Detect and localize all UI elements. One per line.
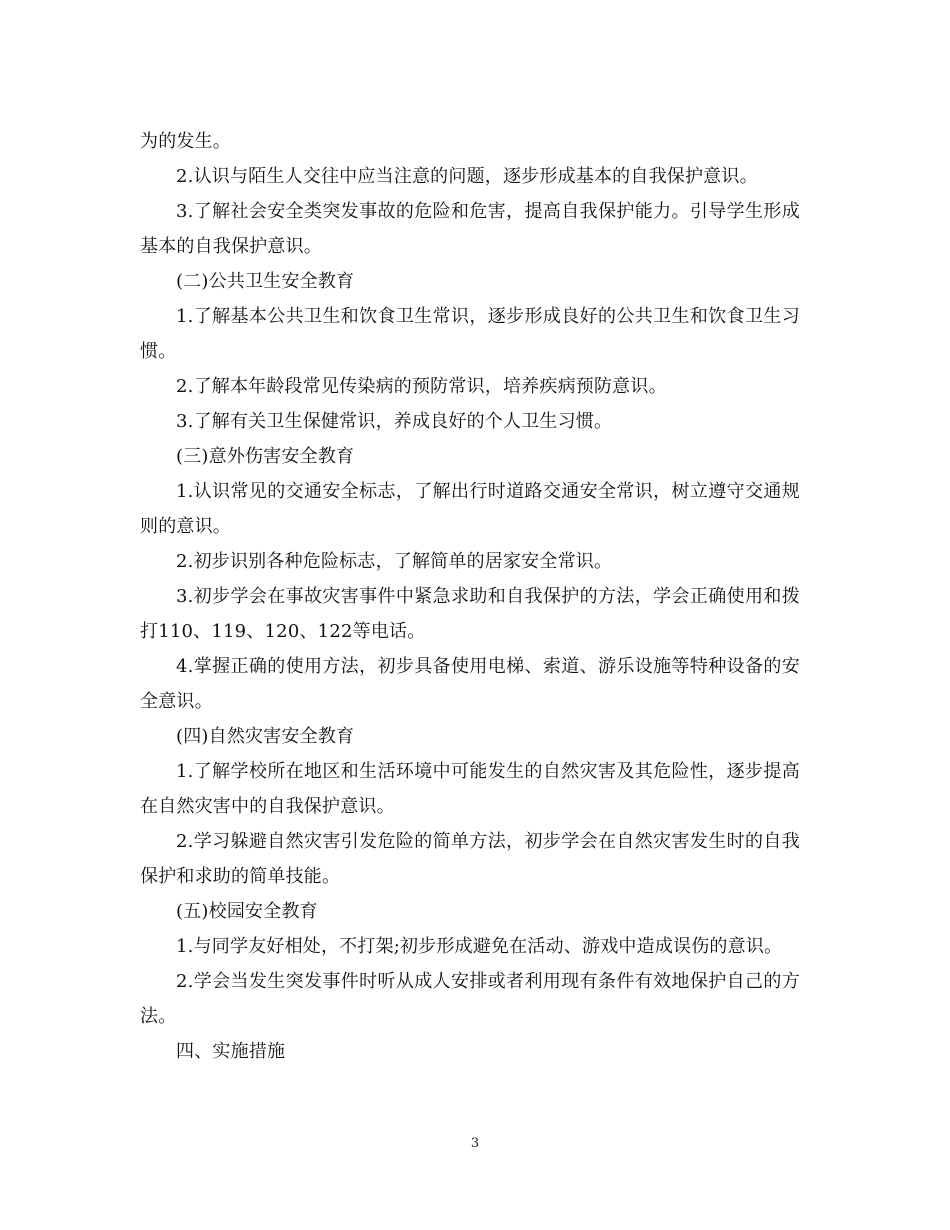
- paragraph: 3.了解有关卫生保健常识，养成良好的个人卫生习惯。: [176, 411, 613, 432]
- paragraph: 为的发生。: [140, 131, 231, 152]
- paragraph: 2.初步识别各种危险标志，了解简单的居家安全常识。: [176, 551, 613, 572]
- section-heading: (四)自然灾害安全教育: [176, 726, 355, 747]
- section-heading: (五)校园安全教育: [176, 901, 318, 922]
- section-heading: (二)公共卫生安全教育: [176, 271, 355, 292]
- paragraph: 4.掌握正确的使用方法，初步具备使用电梯、索道、游乐设施等特种设备的安全意识。: [140, 656, 800, 712]
- paragraph: 1.了解学校所在地区和生活环境中可能发生的自然灾害及其危险性，逐步提高在自然灾害中的自我保护意识。: [140, 761, 800, 817]
- paragraph: 1.与同学友好相处，不打架;初步形成避免在活动、游戏中造成误伤的意识。: [176, 936, 783, 957]
- paragraph: 1.了解基本公共卫生和饮食卫生常识，逐步形成良好的公共卫生和饮食卫生习惯。: [140, 306, 800, 362]
- page-number: 3: [470, 1136, 480, 1151]
- section-heading: (三)意外伤害安全教育: [176, 446, 355, 467]
- paragraph: 2.学会当发生突发事件时听从成人安排或者利用现有条件有效地保护自己的方法。: [140, 971, 800, 1027]
- section-heading: 四、实施措施: [176, 1041, 286, 1062]
- paragraph: 2.学习躲避自然灾害引发危险的简单方法，初步学会在自然灾害发生时的自我保护和求助的简单技能。: [140, 831, 800, 887]
- paragraph: 3.初步学会在事故灾害事件中紧急求助和自我保护的方法，学会正确使用和拨打110、119、120、122等电话。: [140, 586, 800, 642]
- paragraph: 1.认识常见的交通安全标志，了解出行时道路交通安全常识，树立遵守交通规则的意识。: [140, 481, 800, 537]
- paragraph: 2.认识与陌生人交往中应当注意的问题，逐步形成基本的自我保护意识。: [176, 166, 758, 187]
- paragraph: 2.了解本年龄段常见传染病的预防常识，培养疾病预防意识。: [176, 376, 667, 397]
- document-body: [140, 124, 800, 1069]
- paragraph: 3.了解社会安全类突发事故的危险和危害，提高自我保护能力。引导学生形成基本的自我保护意识。: [140, 201, 800, 257]
